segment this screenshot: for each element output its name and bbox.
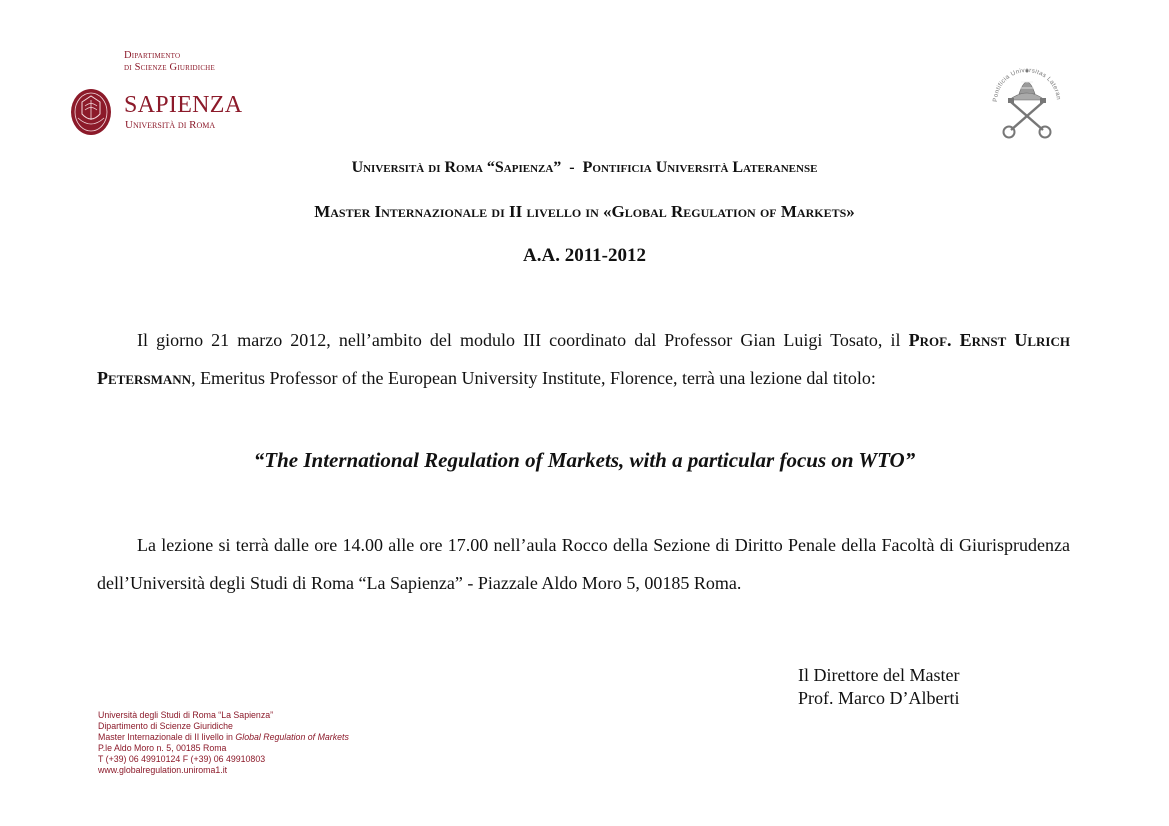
footer-line-university: Università degli Studi di Roma “La Sapienza”: [98, 710, 274, 720]
sapienza-logo: [66, 48, 266, 140]
footer-line-master: [98, 732, 349, 743]
university-subtitle: Università di Roma: [125, 119, 216, 131]
speaker-name: Prof. Ernst Ulrich Petersmann: [97, 330, 1070, 388]
lecture-title: “The International Regulation of Markets, with a particular focus on WTO”: [253, 448, 916, 472]
footer-line-address: P.le Aldo Moro n. 5, 00185 Roma: [98, 743, 227, 753]
intro-paragraph: [97, 321, 1070, 397]
university-name: SAPIENZA: [124, 92, 243, 118]
emblem-inscription: Pontificia Univ rsitas Lateran: [991, 67, 1062, 103]
footer-website-link[interactable]: www.globalregulation.uniroma1.it: [98, 765, 228, 775]
signature-name: Prof. Marco D’Alberti: [798, 688, 960, 708]
papal-keys-emblem-icon: [985, 58, 1069, 142]
department-line-1: Dipartimento: [124, 50, 181, 61]
intro-text-after: , Emeritus Professor of the European University Institute, Florence, terrà una lezione dal titolo:: [191, 368, 876, 388]
footer-address: [98, 710, 349, 776]
sapienza-seal-icon: [70, 88, 112, 136]
signature-block: [798, 664, 959, 710]
footer-master-prefix: Master Internazionale di II livello in: [98, 732, 236, 742]
department-name: [124, 50, 215, 74]
footer-line-phone: T (+39) 06 49910124 F (+39) 06 49910803: [98, 754, 266, 764]
intro-text-before: Il giorno 21 marzo 2012, nell’ambito del modulo III coordinato dal Professor Gian Luigi Tosato, il: [137, 330, 909, 350]
universities-heading: Università di Roma “Sapienza” - Pontificia Università Lateranense: [351, 159, 818, 176]
footer-master-name: Global Regulation of Markets: [235, 732, 349, 742]
signature-role: Il Direttore del Master: [798, 665, 960, 685]
academic-year: A.A. 2011-2012: [523, 245, 646, 266]
footer-line-department: Dipartimento di Scienze Giuridiche: [98, 721, 233, 731]
master-heading: Master Internazionale di II livello in «Global Regulation of Markets»: [314, 202, 855, 221]
details-paragraph: [97, 526, 1070, 602]
details-text: La lezione si terrà dalle ore 14.00 alle ore 17.00 nell’aula Rocco della Sezione di Diritto Penale della Facoltà di Giurisprudenza dell’Università degli Studi di Roma “La Sapienza” - Piazzale Aldo Moro 5, 00185 Roma.: [97, 535, 1070, 593]
department-line-2: di Scienze Giuridiche: [124, 62, 215, 73]
